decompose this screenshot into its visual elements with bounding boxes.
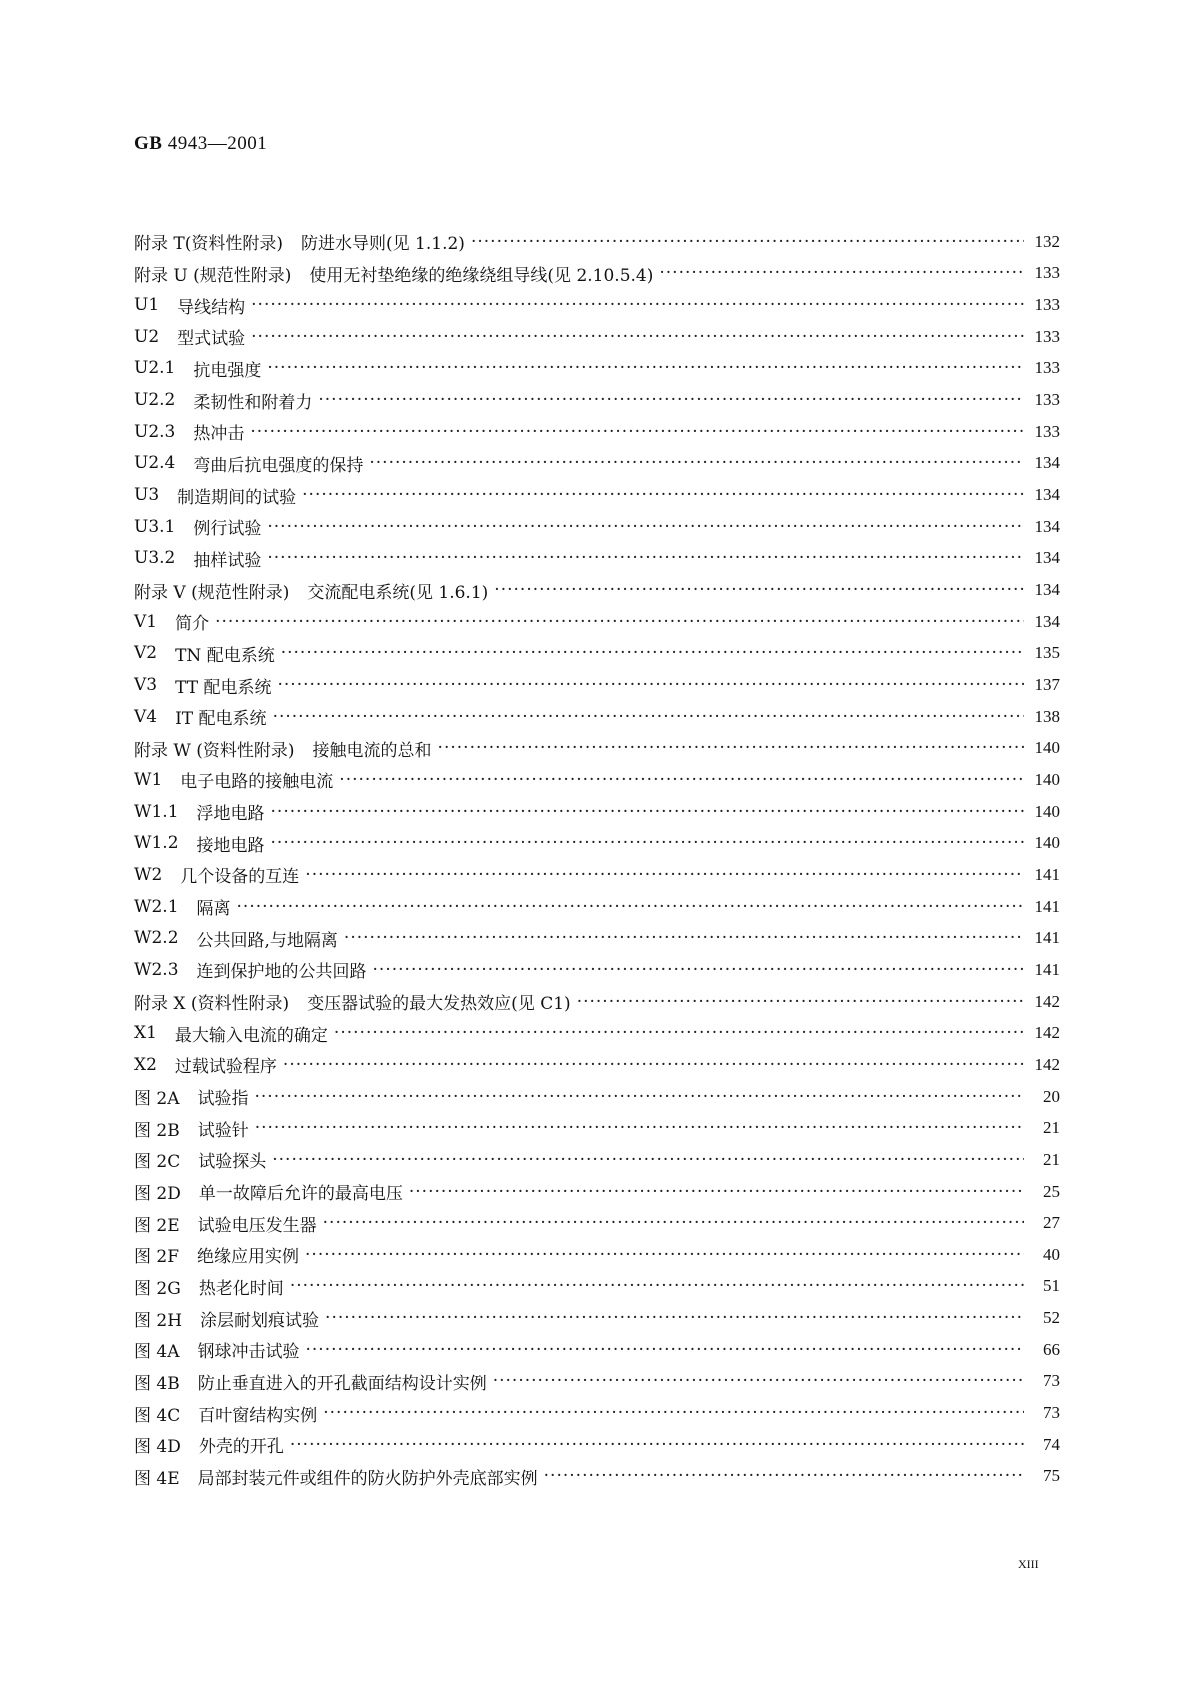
toc-entry-page: 20 [1043, 1086, 1060, 1106]
toc-entry-page: 73 [1043, 1371, 1060, 1391]
toc-entry [134, 226, 1060, 258]
toc-entry [134, 1017, 1060, 1049]
dot-leader [305, 865, 1024, 885]
toc-entry-title: 几个设备的互连 [180, 867, 300, 888]
toc-entry [134, 353, 1060, 385]
toc-entry [134, 1207, 1060, 1239]
toc-entry-title: 防止垂直进入的开孔截面结构设计实例 [197, 1373, 487, 1394]
toc-entry-number: V4 [134, 706, 158, 727]
toc-entry [134, 416, 1060, 448]
toc-entry [134, 1049, 1060, 1081]
toc-entry-page: 74 [1043, 1434, 1060, 1454]
toc-entry-title: 简介 [175, 614, 210, 635]
toc-entry-page: 133 [1034, 326, 1060, 346]
toc-entry [134, 922, 1060, 954]
toc-entry [134, 733, 1060, 765]
dot-leader [494, 580, 1024, 600]
toc-entry-title: 抗电强度 [193, 360, 262, 381]
toc-entry-title: 交流配电系统(见 1.6.1) [307, 582, 489, 603]
dot-leader [267, 358, 1024, 378]
toc-entry-title: 柔韧性和附着力 [193, 392, 313, 413]
toc-entry-page: 51 [1043, 1276, 1060, 1296]
toc-entry-number: 图 2G [134, 1278, 181, 1299]
dot-leader [267, 548, 1024, 568]
toc-entry [134, 1429, 1060, 1461]
toc-entry-page: 141 [1034, 928, 1060, 948]
page-number: XIII [1018, 1557, 1039, 1571]
toc-entry-title: 过载试验程序 [174, 1057, 277, 1078]
toc-entry [134, 258, 1060, 290]
toc-entry-page: 140 [1034, 738, 1060, 758]
toc-entry-title: 制造期间的试验 [177, 487, 297, 508]
toc-entry [134, 764, 1060, 796]
toc-entry-number: 附录 X (资料性附录) [134, 994, 290, 1015]
toc-entry-number: U3.2 [134, 548, 176, 569]
toc-entry [134, 891, 1060, 923]
toc-entry-number: 图 2C [134, 1152, 181, 1173]
toc-entry-page: 27 [1043, 1213, 1060, 1233]
toc-entry-number: U1 [134, 295, 160, 316]
dot-leader [215, 612, 1024, 632]
toc-entry-number: U3 [134, 485, 160, 506]
dot-leader [323, 1213, 1024, 1233]
toc-entry-number: 图 4C [134, 1405, 181, 1426]
toc-entry-page: 140 [1034, 801, 1060, 821]
toc-entry-title: 电子电路的接触电流 [180, 772, 334, 793]
toc-entry-title: 热老化时间 [198, 1278, 284, 1299]
toc-entry-title: 钢球冲击试验 [197, 1342, 300, 1363]
toc-entry-title: TN 配电系统 [175, 645, 275, 666]
dot-leader [250, 422, 1024, 442]
dot-leader [278, 675, 1025, 695]
dot-leader [267, 517, 1024, 537]
toc-entry-title: 型式试验 [177, 329, 246, 350]
toc-entry-page: 142 [1034, 1023, 1060, 1043]
toc-entry-page: 133 [1034, 390, 1060, 410]
toc-entry-number: X1 [134, 1023, 157, 1044]
toc-entry-title: 抽样试验 [193, 550, 262, 571]
toc-entry-page: 137 [1034, 675, 1060, 695]
toc-entry-number: W2.2 [134, 928, 179, 949]
toc-entry-number: V3 [134, 675, 158, 696]
toc-entry [134, 827, 1060, 859]
dot-leader [237, 897, 1024, 917]
toc-entry-title: 涂层耐划痕试验 [200, 1310, 320, 1331]
dot-leader [305, 1245, 1024, 1265]
toc-entry-number: W2.3 [134, 959, 179, 980]
toc-entry-title: 单一故障后允许的最高电压 [198, 1184, 403, 1205]
toc-entry-page: 138 [1034, 706, 1060, 726]
toc-entry-number: W1 [134, 769, 163, 790]
toc-entry [134, 954, 1060, 986]
toc-entry-page: 40 [1043, 1244, 1060, 1264]
toc-entry-page: 134 [1034, 453, 1060, 473]
toc-entry [134, 606, 1060, 638]
toc-entry-page: 134 [1034, 516, 1060, 536]
document-header [134, 133, 267, 155]
dot-leader [369, 453, 1024, 473]
toc-entry [134, 1334, 1060, 1366]
dot-leader [659, 263, 1024, 283]
toc-entry-number: 附录 W (资料性附录) [134, 740, 295, 761]
toc-entry-number: 图 2D [134, 1184, 181, 1205]
toc-entry-number: U3.1 [134, 516, 176, 537]
toc-entry-title: 连到保护地的公共回路 [196, 962, 367, 983]
dot-leader [306, 1340, 1025, 1360]
toc-entry-page: 66 [1043, 1339, 1060, 1359]
toc-entry-title: IT 配电系统 [175, 709, 267, 730]
toc-entry-number: 图 2B [134, 1120, 180, 1141]
toc-entry-number: V2 [134, 643, 158, 664]
toc-entry-title: 试验探头 [198, 1152, 267, 1173]
toc-entry-page: 135 [1034, 643, 1060, 663]
toc-entry-page: 21 [1043, 1118, 1060, 1138]
toc-entry-title: 接触电流的总和 [312, 740, 432, 761]
toc-entry-page: 132 [1034, 231, 1060, 251]
dot-leader [251, 327, 1024, 347]
toc-entry-number: 图 2F [134, 1247, 180, 1268]
toc-entry [134, 1397, 1060, 1429]
toc-entry [134, 511, 1060, 543]
toc-entry-number: W1.1 [134, 801, 179, 822]
toc-entry [134, 1081, 1060, 1113]
toc-entry-title: TT 配电系统 [175, 677, 272, 698]
dot-leader [255, 1118, 1024, 1138]
toc-entry-page: 134 [1034, 485, 1060, 505]
toc-entry-title: 浮地电路 [196, 804, 265, 825]
standard-code: 4943—2001 [167, 133, 268, 154]
toc-entry [134, 479, 1060, 511]
toc-entry-title: 最大输入电流的确定 [174, 1025, 328, 1046]
dot-leader [318, 390, 1024, 410]
standard-prefix: GB [134, 133, 163, 154]
dot-leader [373, 960, 1024, 980]
dot-leader [290, 1276, 1024, 1296]
toc-entry-page: 140 [1034, 769, 1060, 789]
toc-entry-title: 绝缘应用实例 [197, 1247, 300, 1268]
dot-leader [344, 928, 1024, 948]
dot-leader [577, 992, 1024, 1012]
dot-leader [290, 1435, 1024, 1455]
toc-entry-number: 图 2E [134, 1215, 180, 1236]
toc-entry-title: 接地电路 [196, 835, 265, 856]
toc-entry [134, 321, 1060, 353]
dot-leader [302, 485, 1024, 505]
toc-entry-number: 附录 T(资料性附录) [134, 234, 284, 255]
toc-entry-number: 附录 U (规范性附录) [134, 265, 292, 286]
toc-entry [134, 1239, 1060, 1271]
toc-entry-number: V1 [134, 611, 158, 632]
toc-entry-page: 142 [1034, 991, 1060, 1011]
toc-entry-number: W1.2 [134, 833, 179, 854]
toc-entry-page: 141 [1034, 959, 1060, 979]
toc-entry-number: X2 [134, 1054, 157, 1075]
dot-leader [544, 1466, 1024, 1486]
toc-entry-number: U2.3 [134, 421, 176, 442]
toc-entry-title: 局部封装元件或组件的防火防护外壳底部实例 [197, 1468, 538, 1489]
toc-entry [134, 1176, 1060, 1208]
toc-entry-page: 134 [1034, 548, 1060, 568]
toc-entry-title: 防进水导则(见 1.1.2) [301, 234, 465, 255]
toc-entry-page: 140 [1034, 833, 1060, 853]
toc-entry-page: 134 [1034, 611, 1060, 631]
dot-leader [325, 1308, 1024, 1328]
toc-entry-title: 例行试验 [193, 519, 262, 540]
toc-entry [134, 986, 1060, 1018]
toc-entry [134, 1366, 1060, 1398]
table-of-contents [134, 226, 1060, 1492]
dot-leader [334, 1023, 1024, 1043]
toc-entry-title: 使用无衬垫绝缘的绝缘绕组导线(见 2.10.5.4) [309, 265, 654, 286]
toc-entry [134, 1271, 1060, 1303]
toc-entry-number: 附录 V (规范性附录) [134, 582, 290, 603]
toc-entry-title: 变压器试验的最大发热效应(见 C1) [307, 994, 571, 1015]
toc-entry [134, 1461, 1060, 1493]
dot-leader [271, 802, 1024, 822]
dot-leader [255, 1087, 1025, 1107]
toc-entry-page: 73 [1043, 1403, 1060, 1423]
dot-leader [273, 707, 1024, 727]
dot-leader [471, 232, 1024, 252]
toc-entry-number: U2.4 [134, 453, 176, 474]
toc-entry [134, 384, 1060, 416]
toc-entry-title: 百叶窗结构实例 [198, 1405, 318, 1426]
toc-entry [134, 701, 1060, 733]
toc-entry-page: 141 [1034, 864, 1060, 884]
toc-entry-title: 试验针 [197, 1120, 249, 1141]
toc-entry-title: 热冲击 [193, 424, 245, 445]
toc-entry [134, 1302, 1060, 1334]
toc-entry-number: W2.1 [134, 896, 179, 917]
toc-entry [134, 289, 1060, 321]
dot-leader [283, 1055, 1024, 1075]
toc-entry-number: U2.2 [134, 390, 176, 411]
toc-entry [134, 1144, 1060, 1176]
toc-entry-page: 133 [1034, 295, 1060, 315]
toc-entry-number: 图 4A [134, 1342, 180, 1363]
toc-entry [134, 669, 1060, 701]
toc-entry-page: 133 [1034, 421, 1060, 441]
toc-entry [134, 796, 1060, 828]
dot-leader [438, 738, 1024, 758]
toc-entry-number: U2.1 [134, 358, 176, 379]
toc-entry-number: 图 2H [134, 1310, 183, 1331]
toc-entry-title: 导线结构 [177, 297, 246, 318]
toc-entry-number: 图 4D [134, 1437, 181, 1458]
dot-leader [339, 770, 1024, 790]
toc-entry-title: 外壳的开孔 [198, 1437, 284, 1458]
toc-entry-title: 公共回路,与地隔离 [196, 930, 338, 951]
toc-entry-page: 141 [1034, 896, 1060, 916]
dot-leader [251, 295, 1024, 315]
toc-entry-number: U2 [134, 326, 160, 347]
toc-entry-number: 图 4E [134, 1468, 180, 1489]
toc-entry-page: 133 [1034, 263, 1060, 283]
toc-entry-number: 图 4B [134, 1373, 180, 1394]
toc-entry [134, 638, 1060, 670]
toc-entry-page: 21 [1043, 1149, 1060, 1169]
toc-entry-page: 142 [1034, 1054, 1060, 1074]
toc-entry [134, 448, 1060, 480]
toc-entry-title: 试验电压发生器 [197, 1215, 317, 1236]
toc-entry-page: 25 [1043, 1181, 1060, 1201]
toc-entry [134, 859, 1060, 891]
dot-leader [323, 1403, 1024, 1423]
dot-leader [409, 1182, 1024, 1202]
dot-leader [281, 643, 1024, 663]
toc-entry-number: 图 2A [134, 1089, 180, 1110]
toc-entry-page: 133 [1034, 358, 1060, 378]
toc-entry-title: 隔离 [196, 899, 231, 920]
toc-entry [134, 543, 1060, 575]
toc-entry [134, 1112, 1060, 1144]
toc-entry-page: 134 [1034, 580, 1060, 600]
dot-leader [271, 833, 1024, 853]
dot-leader [493, 1371, 1024, 1391]
toc-entry-page: 75 [1043, 1466, 1060, 1486]
toc-entry-title: 弯曲后抗电强度的保持 [193, 455, 364, 476]
dot-leader [272, 1150, 1024, 1170]
toc-entry [134, 574, 1060, 606]
toc-entry-number: W2 [134, 864, 163, 885]
toc-entry-page: 52 [1043, 1308, 1060, 1328]
toc-entry-title: 试验指 [197, 1089, 249, 1110]
